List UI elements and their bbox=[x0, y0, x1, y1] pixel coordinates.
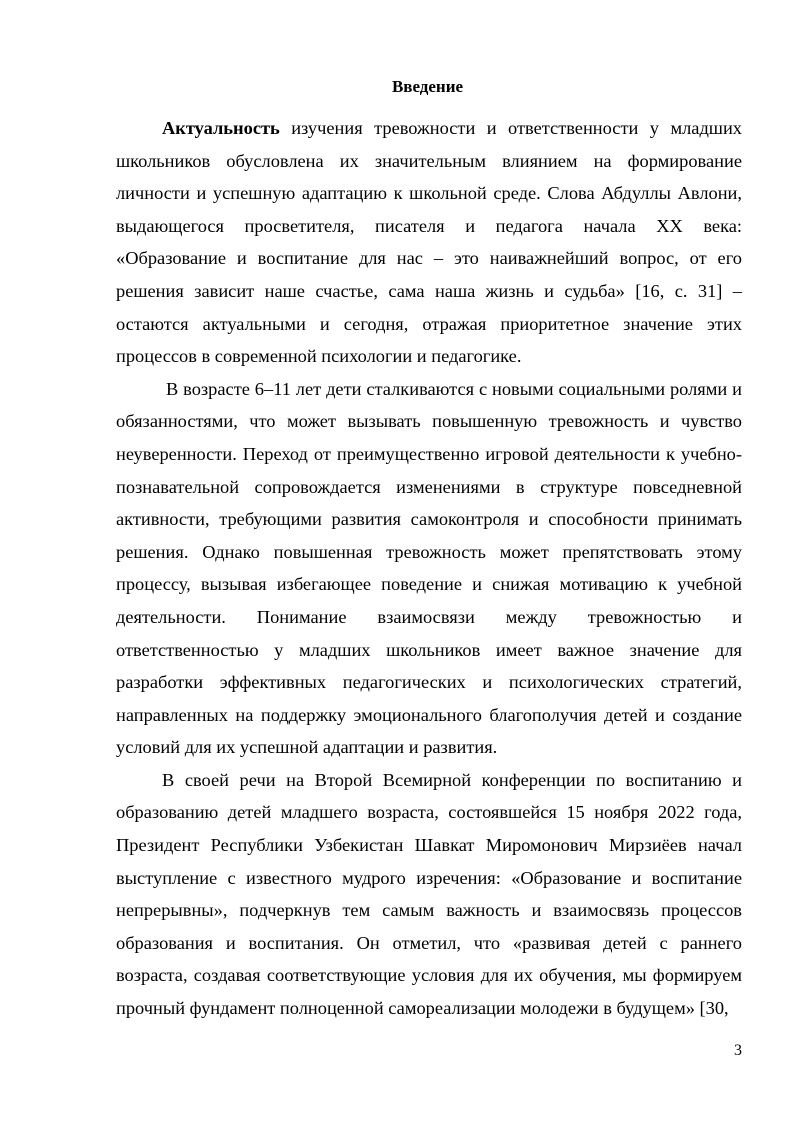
paragraph-3: В своей речи на Второй Всемирной конференции по воспитанию и образованию детей младшего возраста, состоявшейся 15 ноября 2022 года, Президент Республики Узбекистан Шавкат Миромонович Мирзиёев начал выступление с известного мудрого изречения: «Образование и воспитание непрерывны», подчеркнув тем самым важность и взаимосвязь процессов образования и воспитания. Он отметил, что «развивая детей с раннего возраста, создавая соответствующие условия для их обучения, мы формируем прочный фундамент полноценной самореализации молодежи в будущем» [30, bbox=[116, 769, 742, 1019]
paragraph-1 bbox=[116, 112, 742, 373]
paragraph-lead: Актуальность bbox=[162, 118, 280, 138]
paragraph-1-text: изучения тревожности и ответственности у младших школьников обусловлена их значительным влиянием на формирование личности и успешную адаптацию к школьной среде. Слова Абдуллы Авлони, выдающегося просветителя, писателя и педагога начала XX века: «Образование и воспитание для нас – это наиважнейший вопрос, от его решения зависит наше счастье, сама наша жизнь и судьба» [16, с. 31] – остаются актуальными и сегодня, отражая приоритетное значение этих процессов в современной психологии и педагогике. bbox=[116, 118, 742, 367]
paragraph-2: В возрасте 6–11 лет дети сталкиваются с новыми социальными ролями и обязанностями, что может вызывать повышенную тревожность и чувство неуверенности. Переход от преимущественно игровой деятельности к учебно-познавательной сопровождается изменениями в структуре повседневной активности, требующими развития самоконтроля и способности принимать решения. Однако повышенная тревожность может препятствовать этому процессу, вызывая избегающее поведение и снижая мотивацию к учебной деятельности. Понимание взаимосвязи между тревожностью и ответственностью у младших школьников имеет важное значение для разработки эффективных педагогических и психологических стратегий, направленных на поддержку эмоционального благополучия детей и создание условий для их успешной адаптации и развития. bbox=[116, 378, 742, 758]
body-text bbox=[116, 112, 742, 1025]
page-title: Введение bbox=[391, 77, 464, 96]
page-number: 3 bbox=[734, 1042, 742, 1059]
